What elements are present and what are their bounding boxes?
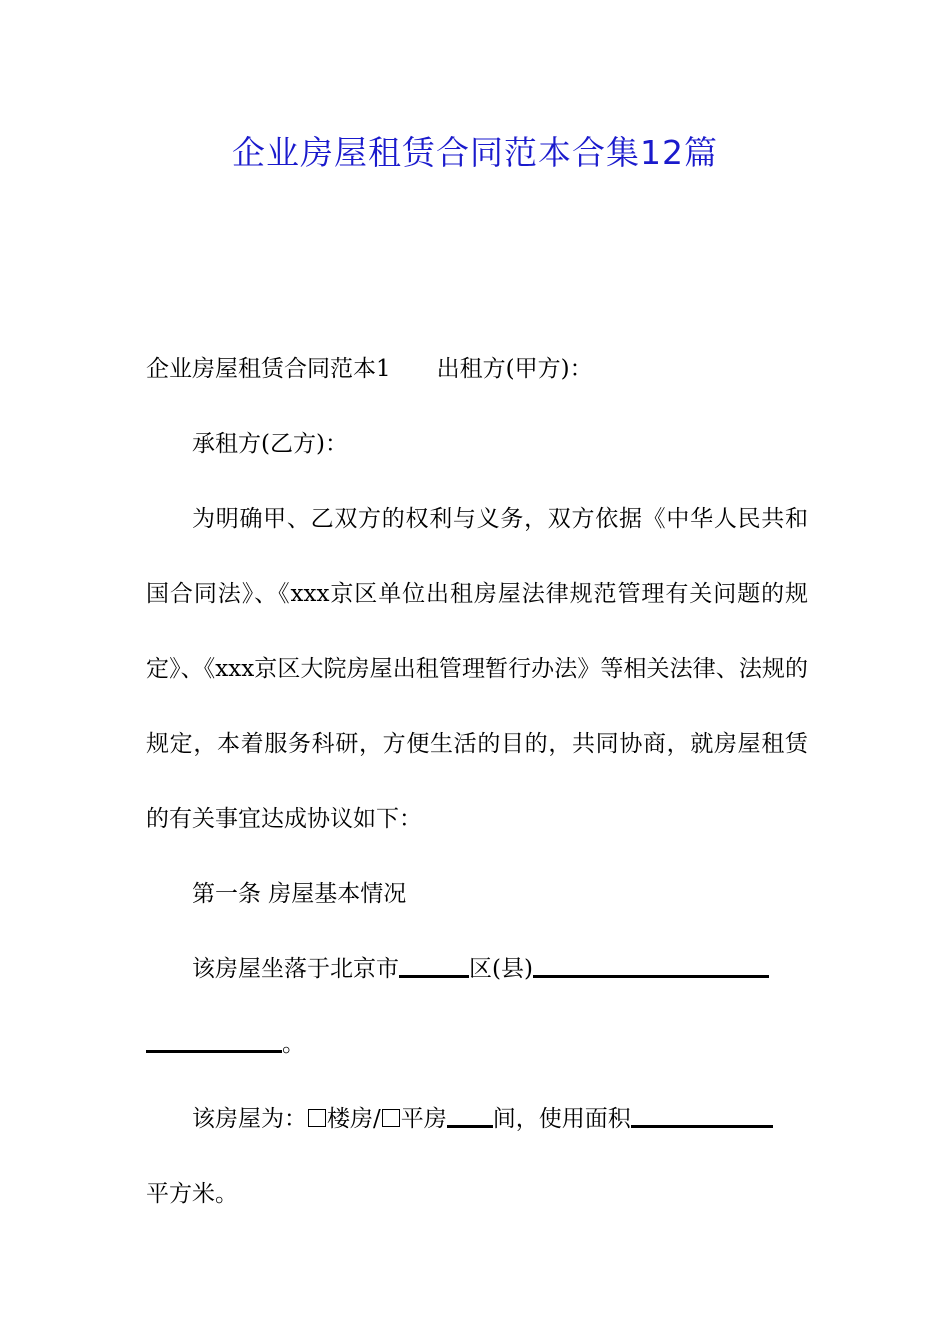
preamble-paragraph: 为明确甲、乙双方的权利与义务，双方依据《中华人民共和国合同法》、《xxx京区单位出租房屋法律规范管理有关问题的规定》、《xxx京区大院房屋出租管理暂行办法》等相关法律、法规的规定，本着服务科研，方便生活的目的，共同协商，就房屋租赁的有关事宜达成协议如下：: [146, 506, 808, 832]
address-blank: [146, 1030, 282, 1053]
location-paragraph: [146, 932, 808, 1082]
location-district-label: 区(县): [469, 956, 533, 982]
building-checkbox: [308, 1109, 326, 1127]
lessee-line: [146, 407, 808, 482]
contract-body: [146, 332, 808, 1232]
lessee-label: 承租方(乙方)：: [192, 431, 348, 457]
type-building-label: 楼房/: [327, 1106, 381, 1132]
county-blank: [533, 955, 769, 978]
contract-heading-line: [146, 332, 808, 407]
district-blank: [399, 955, 469, 978]
type-prefix: 该房屋为：: [192, 1106, 307, 1132]
rooms-suffix: 间，使用面积: [492, 1106, 631, 1132]
type-paragraph: [146, 1082, 808, 1232]
location-end: 。: [282, 1031, 305, 1057]
contract-heading: 企业房屋租赁合同范本1: [146, 356, 391, 382]
document-title: 企业房屋租赁合同范本合集12篇: [232, 133, 718, 172]
type-bungalow-label: 平房: [400, 1106, 447, 1132]
area-unit: 平方米。: [146, 1181, 238, 1207]
rooms-blank: [447, 1105, 493, 1128]
article-1-title: 第一条 房屋基本情况: [192, 881, 407, 907]
area-blank: [631, 1105, 773, 1128]
bungalow-checkbox: [382, 1109, 400, 1127]
lessor-label: 出租方(甲方)：: [436, 356, 593, 382]
location-prefix: 该房屋坐落于北京市: [192, 956, 399, 982]
